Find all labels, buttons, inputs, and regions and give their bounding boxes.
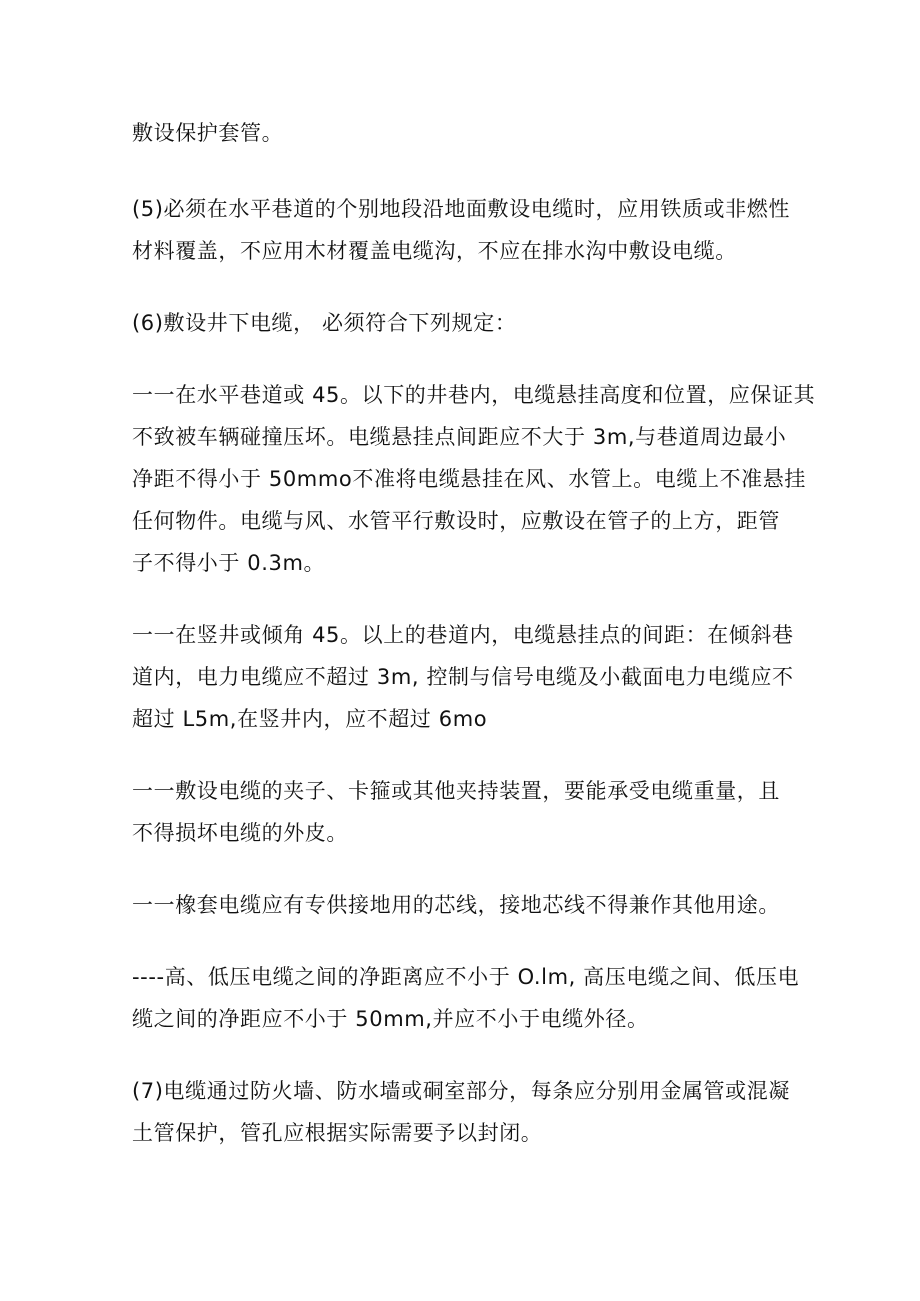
text-line: 不得损坏电缆的外皮。 [132,821,348,845]
text-line: 缆之间的净距应不小于 50mm,并应不小于电缆外径。 [132,1007,649,1031]
text-line: 一一敷设电缆的夹子、卡箍或其他夹持装置，要能承受电缆重量，且 [132,779,780,803]
text-line: 敷设保护套管。 [132,121,284,145]
text-line: (5)必须在水平巷道的个别地段沿地面敷设电缆时，应用铁质或非燃性 [132,197,790,221]
paragraph-item-5 [132,188,792,272]
text-line: 土管保护，管孔应根据实际需要予以封闭。 [132,1121,543,1145]
paragraph-item-7 [132,1070,792,1154]
text-line: 任何物件。电缆与风、水管平行敷设时，应敷设在管子的上方，距管 [132,509,780,533]
text-line: 子不得小于 0.3m。 [132,551,326,575]
paragraph-item-6 [132,302,792,344]
paragraph-rule-horizontal-roadway [132,374,816,584]
text-line: 一一橡套电缆应有专供接地用的芯线，接地芯线不得兼作其他用途。 [132,893,780,917]
text-line: 一一在竖井或倾角 45。以上的巷道内，电缆悬挂点的间距：在倾斜巷 [132,623,794,647]
text-line: ----高、低压电缆之间的净距离应不小于 O.lm, 高压电缆之间、低压电 [132,965,800,989]
text-line: 净距不得小于 50mmo不准将电缆悬挂在风、水管上。电缆上不准悬挂 [132,467,806,491]
paragraph-rule-shaft [132,614,792,740]
text-line: (7)电缆通过防火墙、防水墙或硐室部分，每条应分别用金属管或混凝 [132,1079,790,1103]
text-line: 超过 L5m,在竖井内，应不超过 6mo [132,707,488,731]
paragraph-continuation [132,112,792,154]
paragraph-rule-clamps [132,770,792,854]
text-line: 不致被车辆碰撞压坏。电缆悬挂点间距应不大于 3m,与巷道周边最小 [132,425,787,449]
text-line: 道内，电力电缆应不超过 3m, 控制与信号电缆及小截面电力电缆应不 [132,665,794,689]
text-line: 一一在水平巷道或 45。以下的井巷内，电缆悬挂高度和位置，应保证其 [132,383,816,407]
paragraph-rule-rubber-cable [132,884,792,926]
paragraph-rule-clearance [132,956,800,1040]
text-line: 材料覆盖，不应用木材覆盖电缆沟，不应在排水沟中敷设电缆。 [132,239,737,263]
text-line: (6)敷设井下电缆， 必须符合下列规定： [132,311,517,335]
